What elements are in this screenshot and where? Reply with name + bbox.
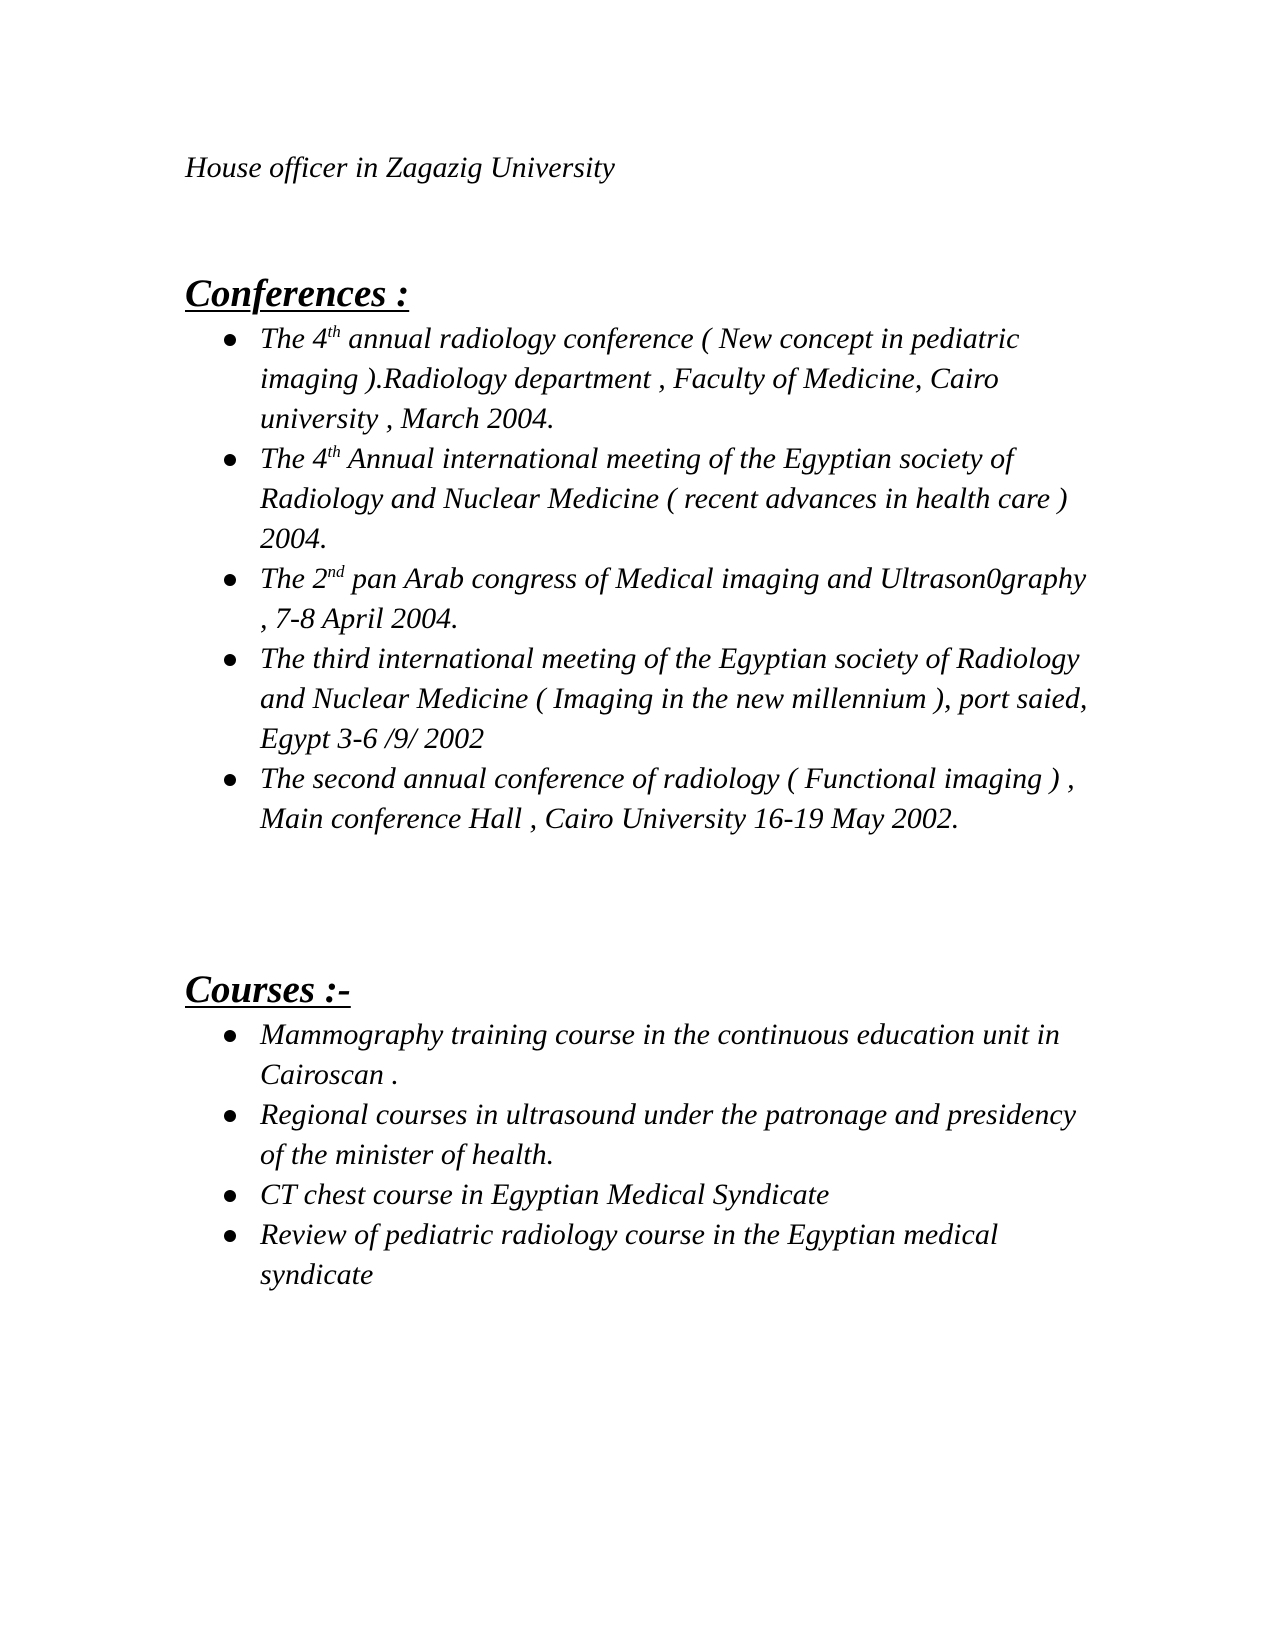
bullet-icon [224,774,236,786]
item-text-start: The 4 [260,322,328,355]
conferences-heading: Conferences : [185,272,410,315]
ordinal-suffix: th [327,322,341,341]
item-text-start: The 2 [260,562,328,595]
conferences-list [220,319,1100,839]
bullet-icon [224,1110,236,1122]
courses-heading: Courses :- [185,968,351,1011]
list-item [220,759,1100,839]
item-text-end: annual radiology conference ( New concept in pediatric imaging ).Radiology department , Faculty of Medicine, Cairo university , March 2004. [260,322,1020,435]
list-item [220,639,1100,759]
intro-line: House officer in Zagazig University [185,151,615,184]
bullet-icon [224,334,236,346]
list-item [220,1095,1100,1175]
item-text: Mammography training course in the continuous education unit in Cairoscan . [260,1018,1060,1091]
bullet-icon [224,574,236,586]
ordinal-suffix: th [327,442,341,461]
item-text: Review of pediatric radiology course in the Egyptian medical syndicate [260,1218,999,1291]
item-text: The third international meeting of the Egyptian society of Radiology and Nuclear Medicine ( Imaging in the new millennium ), port saied, Egypt 3-6 /9/ 2002 [260,642,1088,755]
list-item [220,439,1100,559]
item-text-end: pan Arab congress of Medical imaging and Ultrason0graphy , 7-8 April 2004. [260,562,1087,635]
bullet-icon [224,654,236,666]
bullet-icon [224,1230,236,1242]
courses-list [220,1015,1100,1295]
item-text-end: Annual international meeting of the Egyptian society of Radiology and Nuclear Medicine ( recent advances in health care ) 2004. [260,442,1068,555]
list-item [220,1215,1100,1295]
item-text: The second annual conference of radiology ( Functional imaging ) , Main conference Hall , Cairo University 16-19 May 2002. [260,762,1075,835]
item-text: Regional courses in ultrasound under the patronage and presidency of the minister of health. [260,1098,1077,1171]
item-text: CT chest course in Egyptian Medical Syndicate [260,1178,830,1211]
bullet-icon [224,1030,236,1042]
item-text-start: The 4 [260,442,328,475]
bullet-icon [224,1190,236,1202]
bullet-icon [224,454,236,466]
list-item [220,319,1100,439]
list-item [220,1175,1100,1215]
ordinal-suffix: nd [327,562,345,581]
list-item [220,559,1100,639]
list-item [220,1015,1100,1095]
